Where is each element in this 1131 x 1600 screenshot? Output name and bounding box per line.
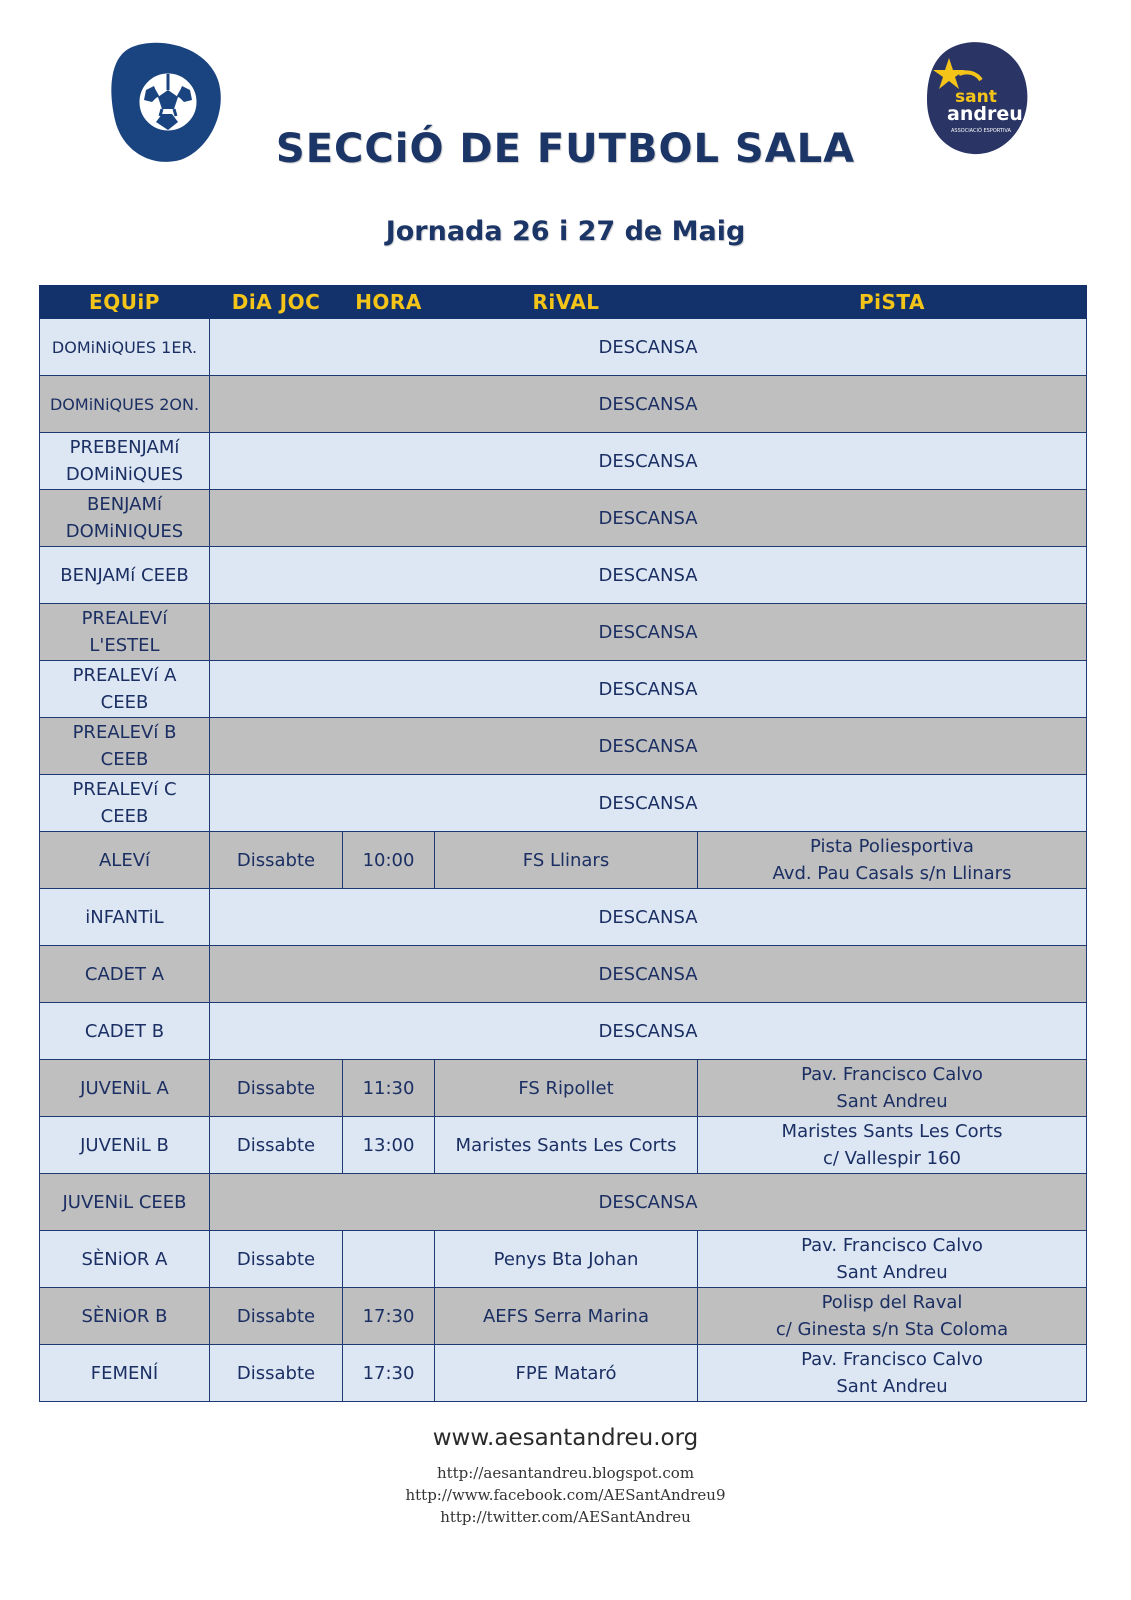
table-row: [40, 319, 1087, 376]
rival-cell: Maristes Sants Les Corts: [435, 1117, 698, 1174]
team-cell: FEMENÍ: [40, 1345, 210, 1402]
time-cell: 17:30: [343, 1288, 435, 1345]
time-cell: 10:00: [343, 832, 435, 889]
venue-line-2: Sant Andreu: [836, 1262, 948, 1283]
col-header-rival: RiVAL: [435, 286, 698, 319]
rest-cell: DESCANSA: [210, 376, 1087, 433]
table-row: [40, 1288, 1087, 1345]
time-cell: 11:30: [343, 1060, 435, 1117]
table-row: [40, 547, 1087, 604]
rest-cell: DESCANSA: [210, 1174, 1087, 1231]
venue-line-2: c/ Vallespir 160: [823, 1148, 961, 1169]
rival-cell: Penys Bta Johan: [435, 1231, 698, 1288]
team-cell: PREALEVí B CEEB: [40, 718, 210, 775]
page-subtitle: Jornada 26 i 27 de Maig: [385, 216, 746, 247]
col-header-team: EQUiP: [40, 286, 210, 319]
table-row: [40, 1117, 1087, 1174]
team-cell: SÈNiOR B: [40, 1288, 210, 1345]
venue-cell: [698, 1117, 1087, 1174]
rest-cell: DESCANSA: [210, 319, 1087, 376]
rest-cell: DESCANSA: [210, 775, 1087, 832]
svg-text:sant: sant: [955, 87, 997, 107]
team-cell: PREBENJAMí DOMiNiQUES: [40, 433, 210, 490]
team-cell: DOMiNiQUES 1ER.: [40, 319, 210, 376]
team-cell: CADET B: [40, 1003, 210, 1060]
table-row: [40, 1345, 1087, 1402]
rest-cell: DESCANSA: [210, 1003, 1087, 1060]
team-cell: BENJAMí CEEB: [40, 547, 210, 604]
twitter-link[interactable]: http://twitter.com/AESantAndreu: [440, 1508, 691, 1526]
team-cell: JUVENiL CEEB: [40, 1174, 210, 1231]
team-cell: PREALEVí A CEEB: [40, 661, 210, 718]
rest-cell: DESCANSA: [210, 889, 1087, 946]
table-row: [40, 946, 1087, 1003]
table-row: [40, 832, 1087, 889]
schedule-table: [39, 285, 1087, 1402]
venue-line-2: Avd. Pau Casals s/n Llinars: [772, 863, 1012, 884]
table-row: [40, 661, 1087, 718]
team-cell: iNFANTiL: [40, 889, 210, 946]
venue-line-1: Polisp del Raval: [821, 1292, 963, 1313]
table-row: [40, 604, 1087, 661]
team-cell: PREALEVí C CEEB: [40, 775, 210, 832]
venue-line-1: Pista Poliesportiva: [810, 836, 974, 857]
team-cell: CADET A: [40, 946, 210, 1003]
facebook-link[interactable]: http://www.facebook.com/AESantAndreu9: [405, 1486, 726, 1504]
team-cell: BENJAMí DOMiNIQUES: [40, 490, 210, 547]
day-cell: Dissabte: [210, 1117, 343, 1174]
rest-cell: DESCANSA: [210, 718, 1087, 775]
table-row: [40, 376, 1087, 433]
rival-cell: FS Ripollet: [435, 1060, 698, 1117]
team-cell: JUVENiL A: [40, 1060, 210, 1117]
venue-line-2: Sant Andreu: [836, 1376, 948, 1397]
website-link[interactable]: www.aesantandreu.org: [432, 1425, 699, 1451]
rival-cell: FS Llinars: [435, 832, 698, 889]
table-row: [40, 433, 1087, 490]
table-row: [40, 1231, 1087, 1288]
venue-line-1: Pav. Francisco Calvo: [801, 1349, 983, 1370]
team-cell: PREALEVí L'ESTEL: [40, 604, 210, 661]
page-title: SECCiÓ DE FUTBOL SALA: [275, 126, 856, 172]
rival-cell: FPE Mataró: [435, 1345, 698, 1402]
rest-cell: DESCANSA: [210, 661, 1087, 718]
svg-text:andreu: andreu: [947, 103, 1023, 125]
team-cell: JUVENiL B: [40, 1117, 210, 1174]
blog-link[interactable]: http://aesantandreu.blogspot.com: [436, 1464, 695, 1482]
table-row: [40, 718, 1087, 775]
table-row: [40, 490, 1087, 547]
venue-cell: [698, 1345, 1087, 1402]
team-cell: ALEVí: [40, 832, 210, 889]
rest-cell: DESCANSA: [210, 604, 1087, 661]
rest-cell: DESCANSA: [210, 547, 1087, 604]
table-header-row: [40, 286, 1087, 319]
time-cell: 13:00: [343, 1117, 435, 1174]
svg-text:ASSOCIACIÓ ESPORTIVA: ASSOCIACIÓ ESPORTIVA: [951, 128, 1011, 134]
team-cell: SÈNiOR A: [40, 1231, 210, 1288]
rest-cell: DESCANSA: [210, 490, 1087, 547]
table-row: [40, 1003, 1087, 1060]
team-cell: DOMiNiQUES 2ON.: [40, 376, 210, 433]
day-cell: Dissabte: [210, 1060, 343, 1117]
col-header-day: DiA JOC: [210, 286, 343, 319]
col-header-venue: PiSTA: [698, 286, 1087, 319]
day-cell: Dissabte: [210, 832, 343, 889]
table-row: [40, 775, 1087, 832]
time-cell: [343, 1231, 435, 1288]
venue-cell: [698, 832, 1087, 889]
day-cell: Dissabte: [210, 1288, 343, 1345]
venue-line-2: Sant Andreu: [836, 1091, 948, 1112]
table-row: [40, 889, 1087, 946]
venue-line-1: Pav. Francisco Calvo: [801, 1235, 983, 1256]
time-cell: 17:30: [343, 1345, 435, 1402]
table-row: [40, 1060, 1087, 1117]
venue-line-1: Pav. Francisco Calvo: [801, 1064, 983, 1085]
venue-line-1: Maristes Sants Les Corts: [781, 1121, 1003, 1142]
venue-cell: [698, 1288, 1087, 1345]
rest-cell: DESCANSA: [210, 946, 1087, 1003]
table-row: [40, 1174, 1087, 1231]
venue-line-2: c/ Ginesta s/n Sta Coloma: [775, 1319, 1009, 1340]
venue-cell: [698, 1231, 1087, 1288]
rival-cell: AEFS Serra Marina: [435, 1288, 698, 1345]
rest-cell: DESCANSA: [210, 433, 1087, 490]
col-header-time: HORA: [343, 286, 435, 319]
day-cell: Dissabte: [210, 1231, 343, 1288]
day-cell: Dissabte: [210, 1345, 343, 1402]
venue-cell: [698, 1060, 1087, 1117]
